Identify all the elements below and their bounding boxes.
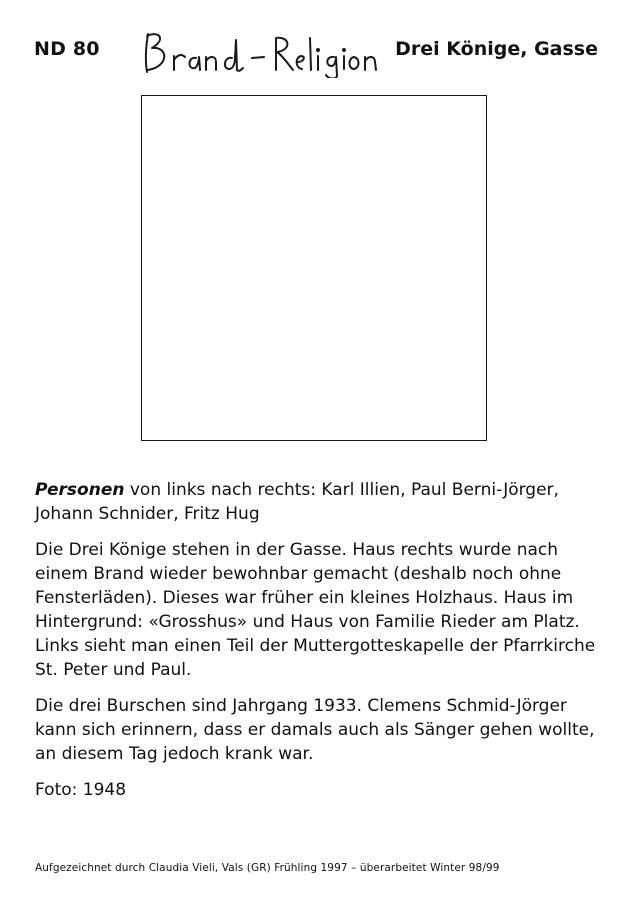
photo-date: Foto: 1948: [35, 780, 127, 800]
document-code: ND 80: [34, 38, 100, 60]
handwritten-note: [140, 26, 380, 78]
photo-placeholder: [141, 95, 487, 441]
memory-paragraph: Die drei Burschen sind Jahrgang 1933. Clemens Schmid-Jörger kann sich erinnern, dass er damals auch als Sänger gehen wollte, an diesem Tag jedoch krank war.: [35, 696, 595, 764]
persons-paragraph: [35, 478, 605, 526]
description-paragraph: Die Drei Könige stehen in der Gasse. Haus rechts wurde nach einem Brand wieder bewohnbar gemacht (deshalb noch ohne Fensterläden). Dieses war früher ein kleines Holzhaus. Haus im Hintergrund: «Grosshus» und Haus von Familie Rieder am Platz. Links sieht man einen Teil der Muttergotteskapelle der Pfarrkirche St. Peter und Paul.: [35, 540, 596, 680]
footer-credit: Aufgezeichnet durch Claudia Vieli, Vals (GR) Frühling 1997 – überarbeitet Winter 98/99: [35, 862, 500, 874]
persons-label: Personen: [35, 480, 125, 500]
document-title: Drei Könige, Gasse: [395, 38, 598, 60]
persons-list: von links nach rechts: Karl Illien, Paul Berni-Jörger, Johann Schnider, Fritz Hug: [35, 480, 559, 524]
document-body: [35, 478, 605, 814]
